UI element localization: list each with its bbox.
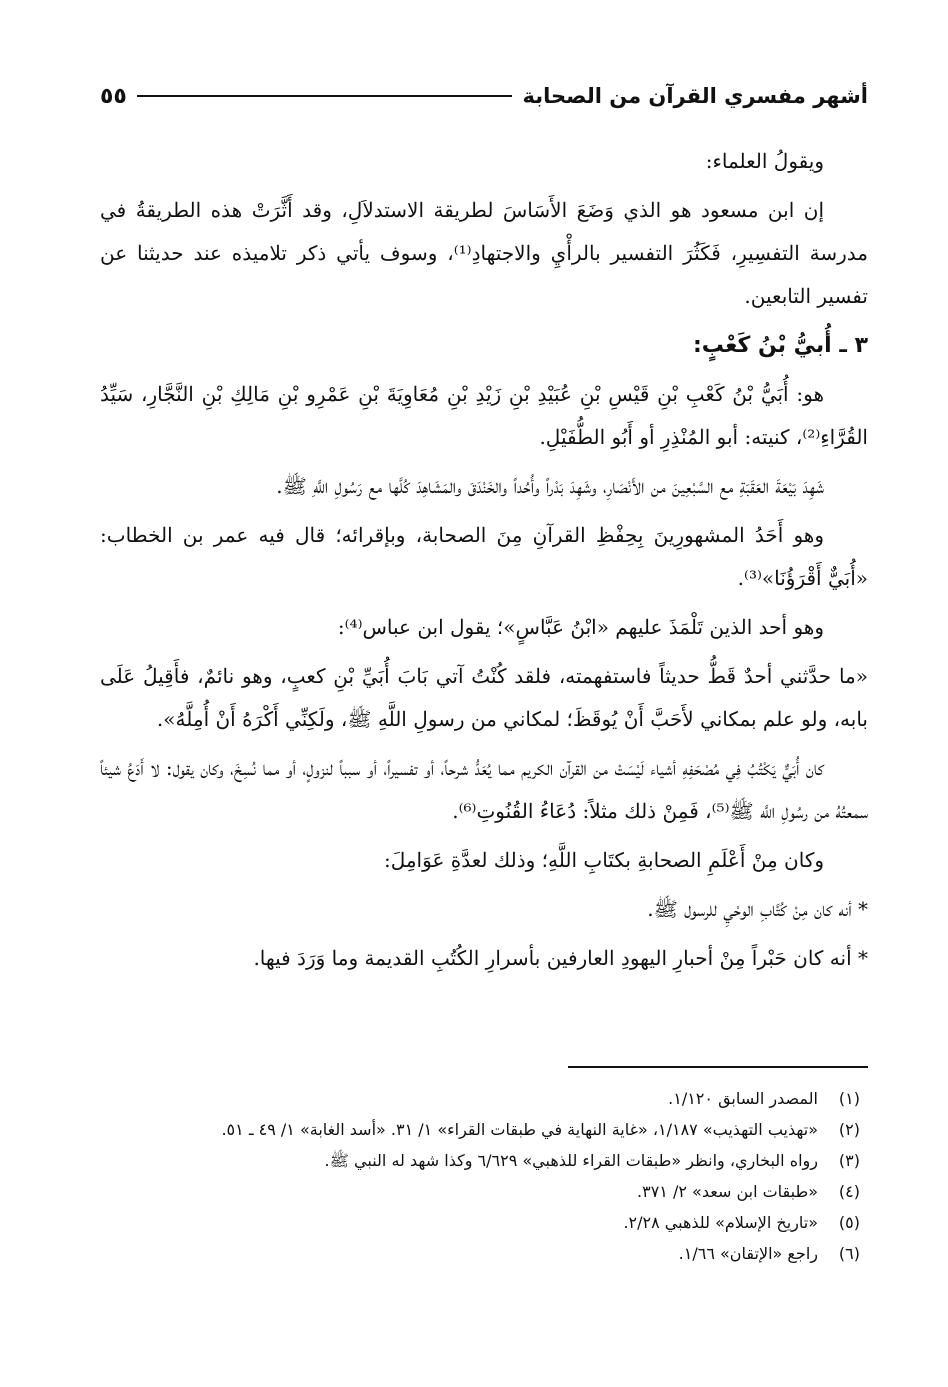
footnote xyxy=(100,1083,868,1114)
paragraph: شَهِدَ بَيْعَةَ العَقَبَةِ مع السَّبْعِينَ من الأَنْصَارِ، وشَهِدَ بَدْراً وأُحُداً والخَنْدَقَ والمَشَاهِدَ كُلَّها مع رَسُولِ اللَّهِ ﷺ. xyxy=(276,474,824,498)
paragraph: وهو أحد الذين تَلْمَذَ عليهم «ابْنُ عَبَّاسٍ»؛ يقول ابن عباس⁽⁴⁾: xyxy=(337,615,824,639)
footnote xyxy=(100,1207,868,1238)
main-text xyxy=(100,140,868,986)
footnote-text: «طبقات ابن سعد» ٢/ ٣٧١. xyxy=(637,1182,818,1201)
footnote-text: راجع «الإتقان» ١/٦٦. xyxy=(678,1244,818,1263)
paragraph: ويقولُ العلماء: xyxy=(705,149,824,173)
quote-paragraph: «ما حدَّثني أحدٌ قَطُّ حديثاً فاستفهمته، فلقد كُنْتُ آتي بَابَ أُبَيِّ بْنِ كعبٍ، وهو نائمٌ، فأَقِيلُ عَلَى بابه، ولو علم بمكاني لأَحَبَّ أَنْ يُوقَظَ؛ لمكاني من رسولِ اللَّهِ ﷺ، ولَكِنِّي أَكْرَهُ أَنْ أُمِلَّهُ». xyxy=(100,664,868,731)
paragraph: وهو أَحَدُ المشهورِينَ بِحِفْظِ القرآنِ مِنَ الصحابة، وبإقرائه؛ قال فيه عمر بن الخطاب: «أُبَيٌّ أَقْرَؤُنَا»⁽³⁾. xyxy=(100,523,868,590)
footnote-text: «تهذيب التهذيب» ١/١٨٧، «غاية النهاية في طبقات القراء» ١/ ٣١. «أسد الغابة» ١/ ٤٩ ـ ٥١. xyxy=(221,1120,818,1139)
footnote-number: (١) xyxy=(838,1089,860,1108)
footnote-number: (٢) xyxy=(838,1120,860,1139)
footnote xyxy=(100,1114,868,1145)
page-number: ٥٥ xyxy=(100,83,127,109)
footnote xyxy=(100,1145,868,1176)
bullet-item: * أنه كان مِنْ كُتَّابِ الوحْيِ للرسول ﷺ. xyxy=(647,897,868,921)
footnote-number: (٥) xyxy=(838,1213,860,1232)
paragraph: هو: أُبَيُّ بْنُ كَعْبِ بْنِ قَيْسِ بْنِ عُبَيْدِ بْنِ زَيْدِ بْنِ مُعَاوِيَةَ بْنِ عَمْرِو بْنِ مَالِكِ بْنِ النَّجَّارِ، سَيِّدُ القُرَّاءِ⁽²⁾، كنيته: أبو المُنْذِرِ أو أَبُو الطُّفَيْلِ. xyxy=(100,382,868,449)
footnote xyxy=(100,1238,868,1269)
paragraph: إن ابن مسعود هو الذي وَضَعَ الأَسَاسَ لطريقة الاستدلاَلِ، وقد أَثَّرَتْ هذه الطريقةُ في مدرسة التفسِيرِ، فَكَثُرَ التفسير بالرأْيِ والاجتهادِ⁽¹⁾، وسوف يأتي ذكر تلاميذه عند حديثنا عن تفسير التابعين. xyxy=(100,198,868,308)
header-rule xyxy=(137,95,513,97)
header-title: أشهر مفسري القرآن من الصحابة xyxy=(522,84,868,108)
footnotes xyxy=(100,1083,868,1269)
footnote-number: (٦) xyxy=(838,1244,860,1263)
footnote-rule xyxy=(568,1066,868,1068)
section-heading: ٣ ـ أُبيُّ بْنُ كَعْبٍ: xyxy=(692,333,868,358)
footnote-text: «تاريخ الإسلام» للذهبي ٢/٢٨. xyxy=(623,1213,818,1232)
running-header xyxy=(100,80,868,112)
paragraph: وكان مِنْ أَعْلَمِ الصحابةِ بكتَابِ اللَّهِ؛ وذلك لعدَّةِ عَوَامِلَ: xyxy=(383,848,824,872)
footnote-text: رواه البخاري، وانظر «طبقات القراء للذهبي» ٦/٦٢٩ وكذا شهد له النبي ﷺ. xyxy=(324,1151,818,1170)
footnote-text: المصدر السابق ١/١٢٠. xyxy=(668,1089,818,1108)
footnote-number: (٤) xyxy=(838,1182,860,1201)
footnote xyxy=(100,1176,868,1207)
paragraph: كان أُبَيٌّ يَكْتُبُ فِي مُصْحَفِهِ أشياء لَيْسَتْ من القرآن الكريم مما يُعَدُّ شرحاً، أو تفسيراً، أو سبباً لنزولٍ، أو مما نُسِخَ، وكان يقول: لا أَدَعُ شيئاً سمعتُهُ من رسُولِ اللَّه ﷺ⁽⁵⁾، فَمِنْ ذلك مثلاً: دُعَاءُ القُنُوتِ⁽⁶⁾. xyxy=(100,756,868,823)
footnote-number: (٣) xyxy=(838,1151,860,1170)
bullet-item: * أنه كان حَبْراً مِنْ أحبارِ اليهودِ العارفين بأسرارِ الكُتُبِ القديمة وما وَرَدَ فيها. xyxy=(253,946,868,970)
